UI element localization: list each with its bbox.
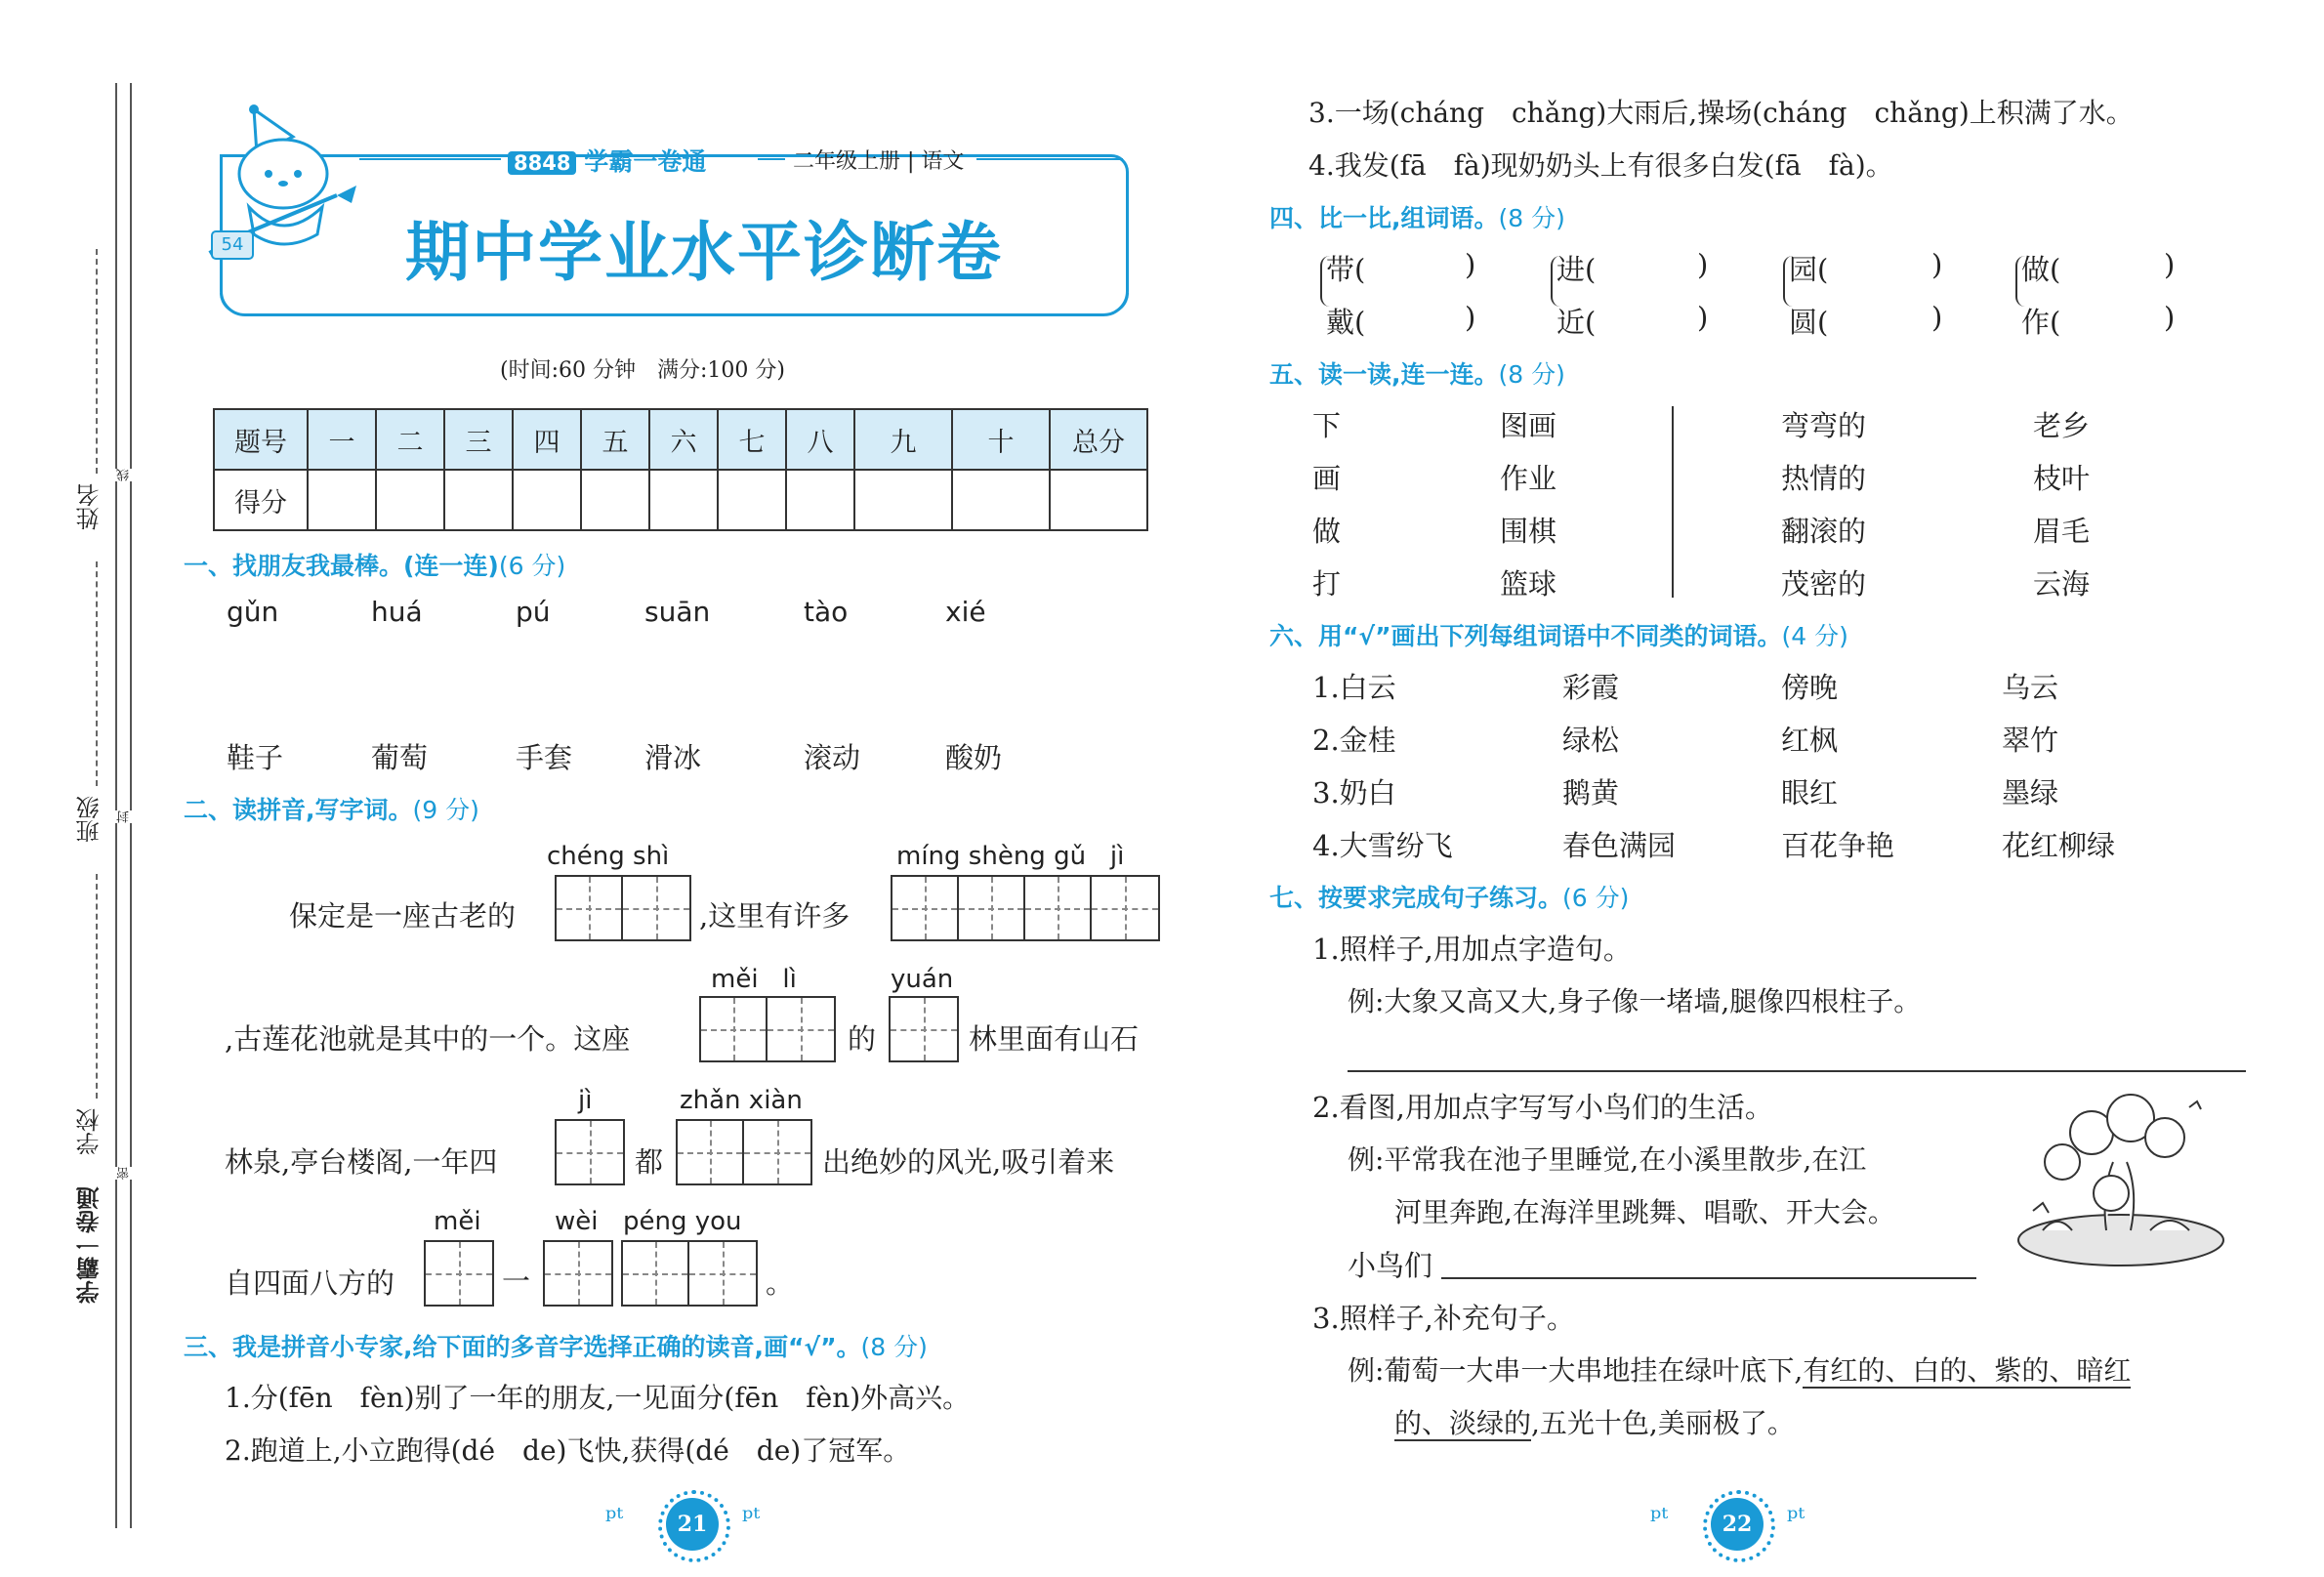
s2-pinyin: míng shèng gǔ jì bbox=[896, 842, 1125, 871]
score-header-cell: 六 bbox=[649, 409, 718, 470]
s5-col1-item: 画 bbox=[1312, 462, 1342, 495]
s2-text: 自四面八方的 bbox=[225, 1266, 395, 1300]
s2-text: 一 bbox=[502, 1265, 531, 1298]
s3-item: 4.我发(fā fà)现奶奶头上有很多白发(fā fà)。 bbox=[1308, 149, 1893, 182]
s2-pinyin: péng you bbox=[623, 1207, 742, 1236]
score-header-cell: 十 bbox=[952, 409, 1050, 470]
score-header-cell: 四 bbox=[513, 409, 581, 470]
page-badge-text: 54 bbox=[221, 234, 244, 255]
s6-word[interactable]: 乌云 bbox=[2002, 671, 2059, 704]
s1-word: 滑冰 bbox=[644, 741, 702, 774]
writing-grid[interactable] bbox=[889, 996, 959, 1062]
s2-pinyin: wèi bbox=[555, 1207, 599, 1236]
section-2-heading: 二、读拼音,写字词。 bbox=[184, 796, 413, 824]
s6-word[interactable]: 傍晚 bbox=[1781, 671, 1839, 704]
s5-col2-item: 作业 bbox=[1500, 462, 1557, 495]
score-cell[interactable] bbox=[786, 470, 854, 530]
s1-word: 滚动 bbox=[804, 741, 861, 774]
section-1-points: (6 分) bbox=[498, 552, 566, 580]
writing-grid[interactable] bbox=[699, 996, 836, 1062]
s4-close: ) bbox=[1931, 301, 1943, 334]
binding-mark-xian: 线 bbox=[117, 469, 132, 481]
s6-word[interactable]: 春色满园 bbox=[1562, 829, 1677, 862]
s6-word[interactable]: 花红柳绿 bbox=[2002, 829, 2116, 862]
s7-q2-answer-line[interactable] bbox=[1441, 1277, 1976, 1279]
s7-q3-example-b-underlined: 的、淡绿的 bbox=[1394, 1407, 1532, 1439]
s7-q1-example: 例:大象又高又大,身子像一堵墙,腿像四根柱子。 bbox=[1348, 985, 1922, 1017]
score-cell[interactable] bbox=[718, 470, 786, 530]
header-rule-end bbox=[976, 158, 1123, 160]
s4-char: 进( bbox=[1556, 253, 1597, 286]
writing-grid[interactable] bbox=[555, 875, 691, 941]
subject-text: 语文 bbox=[921, 149, 965, 174]
s2-text: 林泉,亭台楼阁,一年四 bbox=[225, 1145, 498, 1179]
s4-close: ) bbox=[2164, 301, 2176, 334]
s4-close: ) bbox=[1465, 248, 1476, 281]
section-5-heading: 五、读一读,连一连。 bbox=[1269, 360, 1499, 389]
writing-grid[interactable] bbox=[555, 1119, 625, 1185]
page-title: 期中学业水平诊断卷 bbox=[405, 215, 1003, 290]
score-cell[interactable] bbox=[952, 470, 1050, 530]
s2-text: 林里面有山石 bbox=[969, 1022, 1140, 1056]
brand-series: 学霸一卷通 bbox=[584, 147, 707, 176]
s7-q1-answer-line[interactable] bbox=[1348, 1070, 2246, 1072]
s2-text: ,古莲花池就是其中的一个。这座 bbox=[225, 1022, 631, 1056]
s7-q3-example-a-underlined: 有红的、白的、紫的、暗红 bbox=[1803, 1354, 2132, 1387]
binding-mark-mi: 密 bbox=[117, 1167, 132, 1180]
score-header-cell: 九 bbox=[854, 409, 952, 470]
binding-line-outer bbox=[115, 83, 117, 1528]
header-brand-line bbox=[508, 143, 706, 178]
name-label: 姓名 bbox=[76, 483, 104, 530]
s5-col1-item: 打 bbox=[1312, 567, 1342, 601]
s5-col3-item: 翻滚的 bbox=[1781, 515, 1867, 548]
writing-grid[interactable] bbox=[424, 1240, 494, 1307]
score-header-cell: 八 bbox=[786, 409, 854, 470]
time-info: (时间:60 分钟 满分:100 分) bbox=[500, 358, 785, 383]
score-header-cell: 二 bbox=[376, 409, 444, 470]
s1-word: 鞋子 bbox=[227, 741, 284, 774]
s6-word[interactable]: 2.金桂 bbox=[1312, 724, 1396, 757]
s5-col3-item: 弯弯的 bbox=[1781, 409, 1867, 442]
s4-char: 做( bbox=[2021, 253, 2061, 286]
score-header-cell: 三 bbox=[444, 409, 513, 470]
s6-word[interactable]: 翠竹 bbox=[2002, 724, 2059, 757]
score-cell[interactable] bbox=[1050, 470, 1147, 530]
score-cell[interactable] bbox=[581, 470, 649, 530]
grade-text: 二年级上册 bbox=[793, 149, 901, 174]
section-3-points: (8 分) bbox=[860, 1333, 928, 1361]
page-number-right-text: 22 bbox=[1722, 1512, 1753, 1537]
bird-tree-illustration-icon bbox=[2004, 1084, 2248, 1269]
s7-q3-example-a: 例:葡萄一大串一大串地挂在绿叶底下, bbox=[1348, 1354, 1804, 1387]
score-cell[interactable] bbox=[649, 470, 718, 530]
section-2-title bbox=[184, 791, 479, 826]
score-row-label: 得分 bbox=[214, 470, 308, 530]
grade-divider: | bbox=[900, 149, 922, 174]
s3-item: 2.跑道上,小立跑得(dé de)飞快,获得(dé de)了冠军。 bbox=[225, 1434, 911, 1467]
s1-word: 酸奶 bbox=[945, 741, 1003, 774]
s2-text: 的 bbox=[848, 1022, 877, 1056]
s4-close: ) bbox=[1697, 248, 1709, 281]
s5-divider bbox=[1672, 406, 1674, 598]
section-1-heading: 一、找朋友我最棒。(连一连) bbox=[184, 552, 499, 580]
s4-close: ) bbox=[2164, 248, 2176, 281]
score-table bbox=[213, 408, 1148, 531]
grade-subject bbox=[793, 145, 964, 175]
s6-word[interactable]: 眼红 bbox=[1781, 776, 1839, 809]
s5-col3-item: 热情的 bbox=[1781, 462, 1867, 495]
writing-grid[interactable] bbox=[676, 1119, 812, 1185]
sprig-left-icon: ᵖᵗ bbox=[1650, 1502, 1669, 1534]
sprig-right-icon: ᵖᵗ bbox=[1787, 1502, 1805, 1534]
page-number-left bbox=[666, 1498, 719, 1551]
s1-pinyin: huá bbox=[371, 596, 423, 628]
section-4-heading: 四、比一比,组词语。 bbox=[1269, 204, 1499, 232]
s4-close: ) bbox=[1931, 248, 1943, 281]
s7-q3-example-line-b bbox=[1394, 1402, 1795, 1441]
section-6-title bbox=[1269, 617, 1848, 652]
header-rule-right bbox=[758, 158, 785, 160]
class-label: 班级 bbox=[76, 796, 104, 843]
s3-item: 1.分(fēn fèn)别了一年的朋友,一见面分(fēn fèn)外高兴。 bbox=[225, 1382, 971, 1414]
score-cell[interactable] bbox=[513, 470, 581, 530]
s7-q3-example-b: ,五光十色,美丽极了。 bbox=[1531, 1407, 1795, 1439]
s1-pinyin: pú bbox=[516, 596, 551, 628]
s5-col4-item: 眉毛 bbox=[2033, 515, 2091, 548]
s1-pinyin: gǔn bbox=[227, 596, 279, 628]
s4-close: ) bbox=[1465, 301, 1476, 334]
s3-item: 3.一场(cháng chǎng)大雨后,操场(cháng chǎng)上积满了水。 bbox=[1308, 97, 2134, 129]
s6-word[interactable]: 1.白云 bbox=[1312, 671, 1396, 704]
page-number-right bbox=[1711, 1498, 1764, 1551]
score-cell[interactable] bbox=[376, 470, 444, 530]
s1-word: 葡萄 bbox=[371, 741, 429, 774]
section-1-title bbox=[184, 547, 565, 582]
s5-col2-item: 图画 bbox=[1500, 409, 1557, 442]
binding-mark-feng: 封 bbox=[117, 810, 132, 823]
s6-word[interactable]: 绿松 bbox=[1562, 724, 1620, 757]
sprig-left-icon: ᵖᵗ bbox=[605, 1502, 624, 1534]
s7-q2-prompt: 小鸟们 bbox=[1348, 1249, 1433, 1282]
score-header-cell: 一 bbox=[308, 409, 376, 470]
section-4-points: (8 分) bbox=[1498, 204, 1565, 232]
section-7-points: (6 分) bbox=[1562, 884, 1630, 912]
section-3-heading: 三、我是拼音小专家,给下面的多音字选择正确的读音,画“√”。 bbox=[184, 1333, 861, 1361]
series-label: 学霸一卷通 bbox=[76, 1186, 104, 1304]
s6-word[interactable]: 墨绿 bbox=[2002, 776, 2059, 809]
score-cell[interactable] bbox=[854, 470, 952, 530]
s5-col2-item: 篮球 bbox=[1500, 567, 1557, 601]
s6-word[interactable]: 鹅黄 bbox=[1562, 776, 1620, 809]
section-7-heading: 七、按要求完成句子练习。 bbox=[1269, 884, 1563, 912]
s7-q3-example-line-a bbox=[1348, 1349, 2131, 1389]
s7-q2-example-a: 例:平常我在池子里睡觉,在小溪里散步,在江 bbox=[1348, 1143, 1867, 1176]
s7-q3: 3.照样子,补充句子。 bbox=[1312, 1302, 1575, 1335]
s4-char: 近( bbox=[1556, 306, 1597, 339]
s2-pinyin: měi bbox=[434, 1207, 481, 1236]
score-cell[interactable] bbox=[308, 470, 376, 530]
s4-char: 圆( bbox=[1789, 306, 1829, 339]
page-number-left-text: 21 bbox=[677, 1512, 708, 1537]
section-7-title bbox=[1269, 879, 1629, 914]
s5-col3-item: 茂密的 bbox=[1781, 567, 1867, 601]
s5-col4-item: 云海 bbox=[2033, 567, 2091, 601]
s6-word[interactable]: 红枫 bbox=[1781, 724, 1839, 757]
s7-q1: 1.照样子,用加点字造句。 bbox=[1312, 933, 1632, 966]
s2-text: 保定是一座古老的 bbox=[289, 899, 517, 933]
school-label: 学校 bbox=[76, 1108, 104, 1155]
score-header-cell: 五 bbox=[581, 409, 649, 470]
section-6-heading: 六、用“√”画出下列每组词语中不同类的词语。 bbox=[1269, 622, 1782, 650]
writing-grid[interactable] bbox=[543, 1240, 613, 1307]
section-6-points: (4 分) bbox=[1781, 622, 1848, 650]
brand-8848: 8848 bbox=[508, 151, 576, 175]
s4-char: 带( bbox=[1326, 253, 1366, 286]
s2-pinyin: jì bbox=[578, 1086, 593, 1115]
binding-dash-3 bbox=[96, 874, 98, 1099]
s1-pinyin: tào bbox=[804, 596, 849, 628]
s6-word[interactable]: 彩霞 bbox=[1562, 671, 1620, 704]
section-5-title bbox=[1269, 355, 1565, 391]
s4-char: 作( bbox=[2021, 306, 2061, 339]
s5-col1-item: 下 bbox=[1312, 409, 1342, 442]
s5-col4-item: 老乡 bbox=[2033, 409, 2091, 442]
s1-pinyin: suān bbox=[644, 596, 711, 628]
s6-word[interactable]: 百花争艳 bbox=[1781, 829, 1895, 862]
score-header-cell: 题号 bbox=[214, 409, 308, 470]
binding-dash-2 bbox=[96, 561, 98, 786]
section-5-points: (8 分) bbox=[1498, 360, 1565, 389]
s4-char: 园( bbox=[1789, 253, 1829, 286]
section-2-points: (9 分) bbox=[412, 796, 479, 824]
s2-text: 出绝妙的风光,吸引着来 bbox=[822, 1145, 1115, 1179]
s6-word[interactable]: 4.大雪纷飞 bbox=[1312, 829, 1453, 862]
score-table-score-row bbox=[214, 470, 1147, 530]
score-header-cell: 总分 bbox=[1050, 409, 1147, 470]
s2-text: 都 bbox=[635, 1145, 664, 1179]
writing-grid[interactable] bbox=[891, 875, 1160, 941]
s7-q2: 2.看图,用加点字写写小鸟们的生活。 bbox=[1312, 1091, 1773, 1124]
s2-pinyin: měi lì bbox=[711, 965, 797, 994]
writing-grid[interactable] bbox=[621, 1240, 758, 1307]
score-table-header-row bbox=[214, 409, 1147, 470]
sprig-right-icon: ᵖᵗ bbox=[742, 1502, 761, 1534]
header-rule-left bbox=[359, 158, 501, 160]
s6-word[interactable]: 3.奶白 bbox=[1312, 776, 1396, 809]
s4-close: ) bbox=[1697, 301, 1709, 334]
s4-char: 戴( bbox=[1326, 306, 1366, 339]
binding-dash-1 bbox=[96, 249, 98, 474]
s5-col4-item: 枝叶 bbox=[2033, 462, 2091, 495]
s1-word: 手套 bbox=[516, 741, 573, 774]
score-header-cell: 七 bbox=[718, 409, 786, 470]
s5-col1-item: 做 bbox=[1312, 515, 1342, 548]
binding-line-inner bbox=[130, 83, 132, 1528]
s2-pinyin: zhǎn xiàn bbox=[680, 1086, 803, 1115]
s5-col2-item: 围棋 bbox=[1500, 515, 1557, 548]
s2-text: 。 bbox=[766, 1266, 795, 1300]
s2-text: ,这里有许多 bbox=[699, 899, 851, 933]
s1-pinyin: xié bbox=[945, 596, 986, 628]
section-4-title bbox=[1269, 199, 1565, 234]
s2-pinyin: yuán bbox=[891, 965, 954, 994]
score-cell[interactable] bbox=[444, 470, 513, 530]
s2-pinyin: chéng shì bbox=[547, 842, 670, 871]
s7-q2-example-b: 河里奔跑,在海洋里跳舞、唱歌、开大会。 bbox=[1394, 1196, 1895, 1228]
section-3-title bbox=[184, 1328, 928, 1363]
page-badge bbox=[211, 230, 254, 260]
